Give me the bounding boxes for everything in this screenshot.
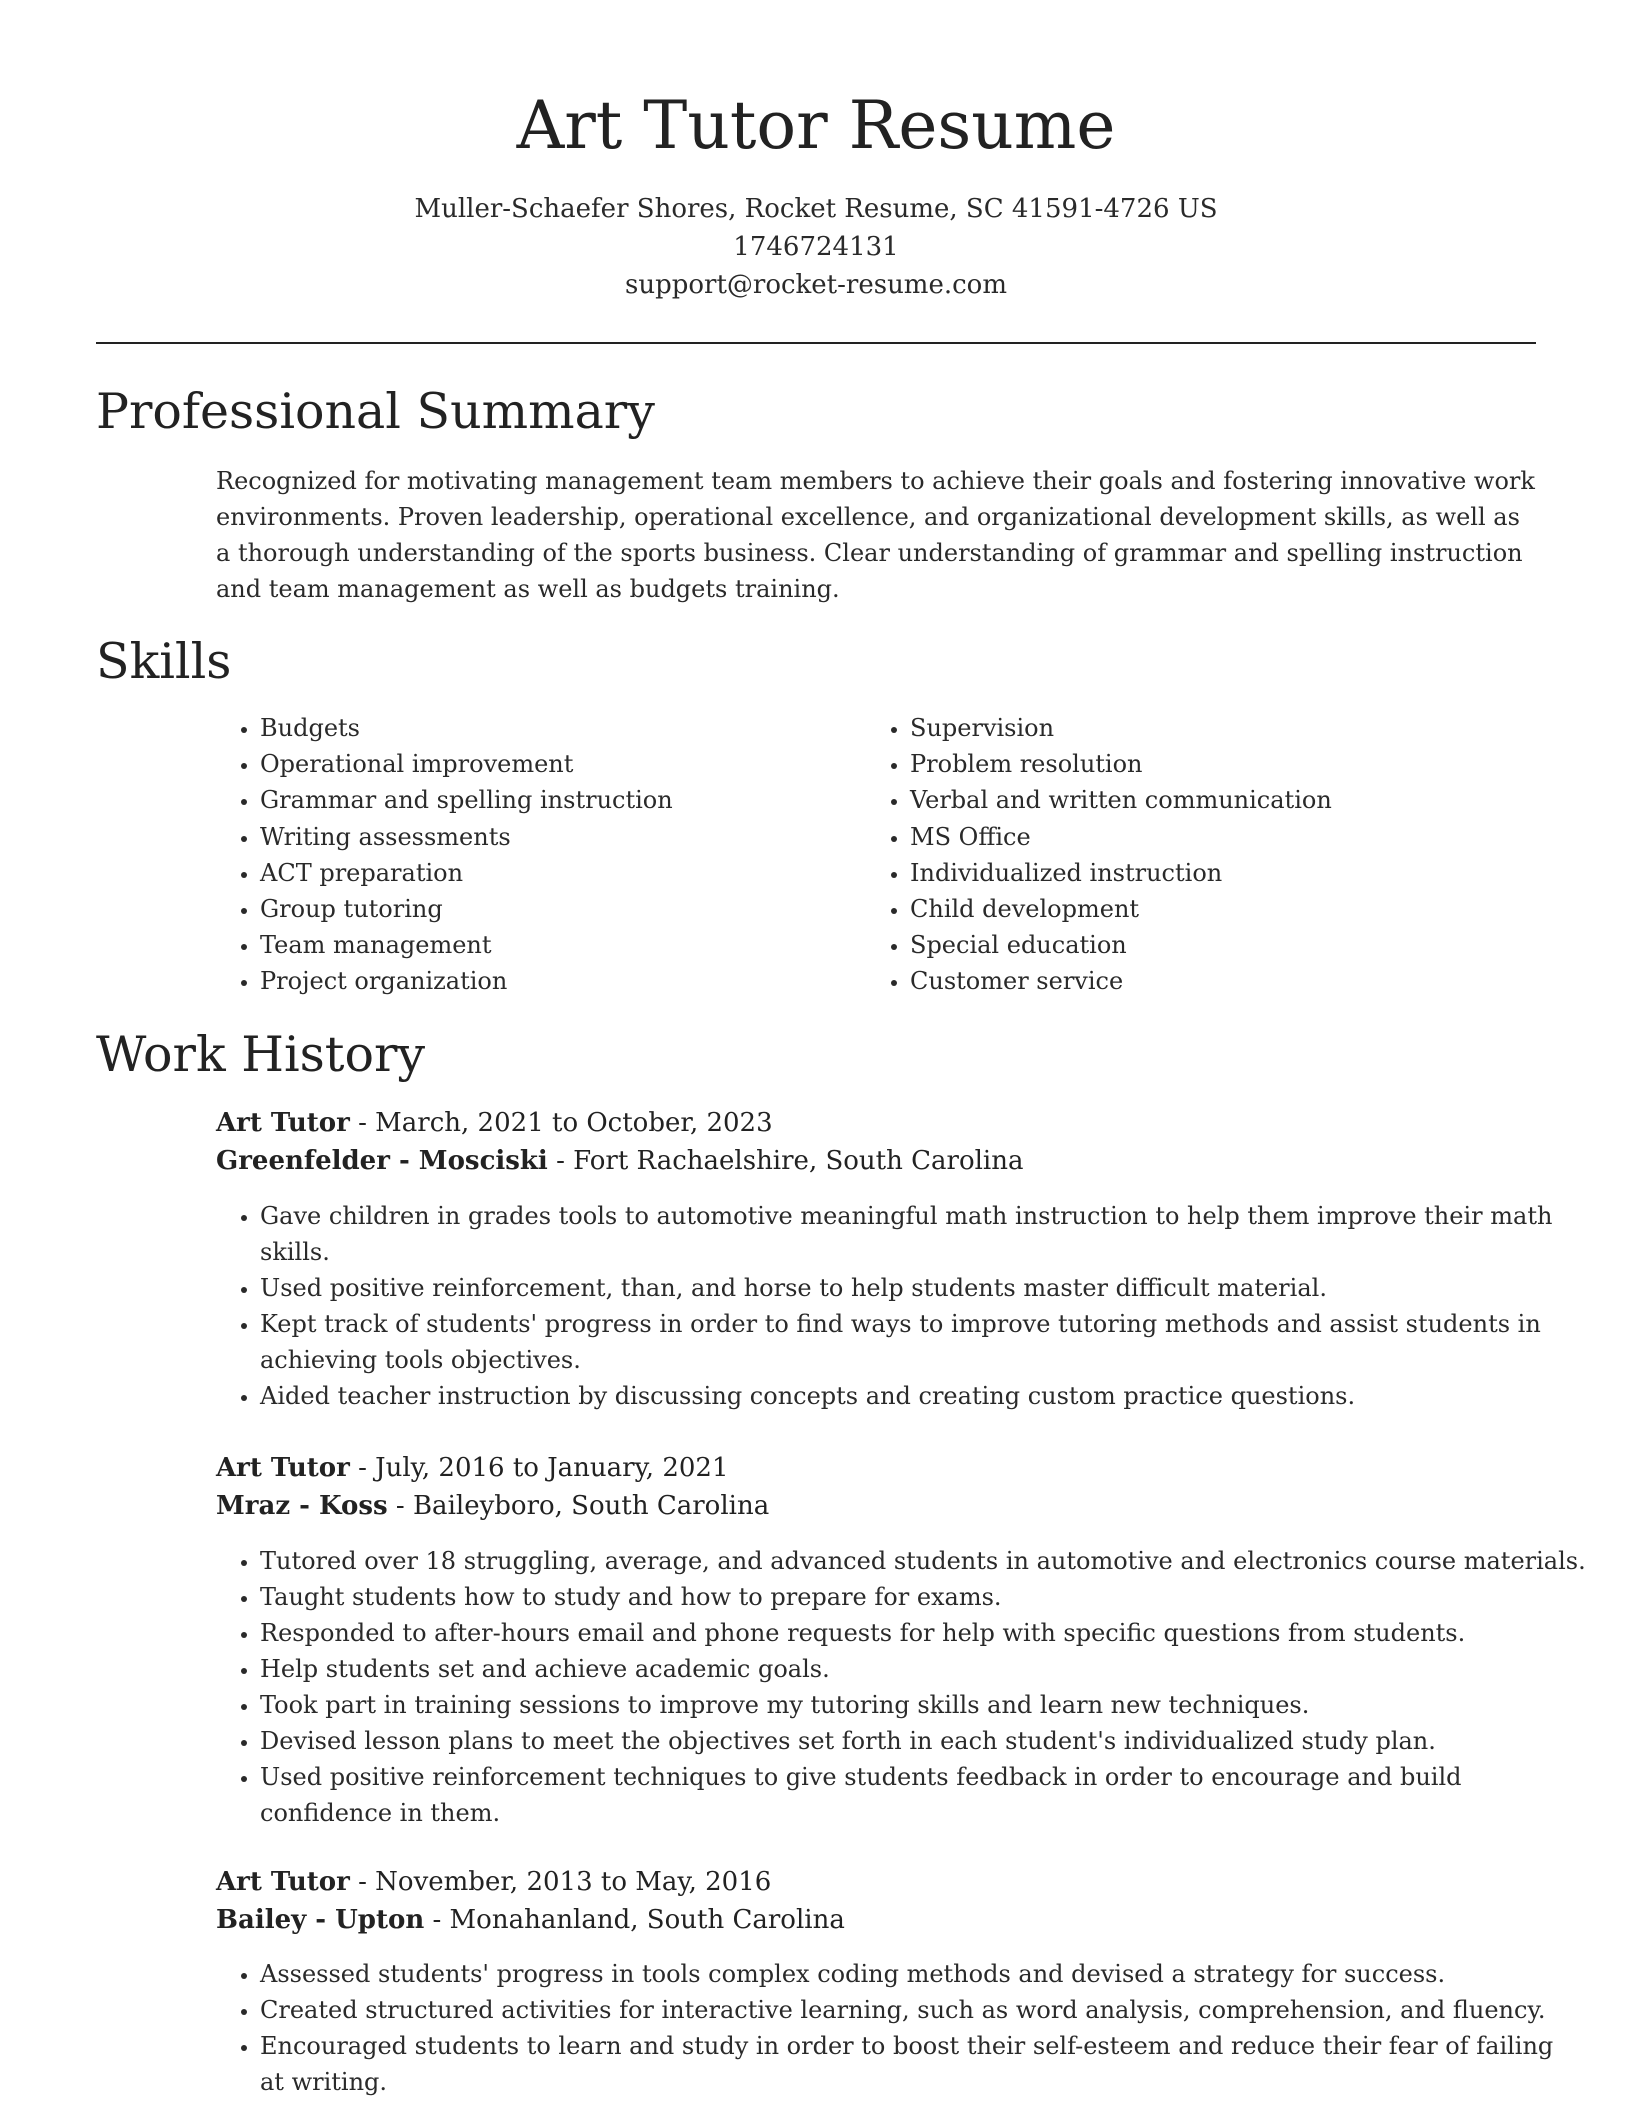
contact-phone: 1746724131	[733, 232, 899, 262]
job-bullet: • Took part in training sessions to improve my tutoring skills and learn new techniques.	[260, 1687, 1600, 1723]
job-bullet: • Responded to after-hours email and phone requests for help with specific questions from students.	[260, 1615, 1600, 1651]
job-bullet: • Devised lesson plans to meet the objectives set forth in each student's individualized study plan.	[260, 1723, 1600, 1759]
job-dates: - November, 2013 to May, 2016	[349, 1867, 772, 1897]
skill-item: • Grammar and spelling instruction	[260, 782, 860, 818]
skill-item: • Team management	[260, 927, 860, 963]
job-bullet: • Kept track of students' progress in order to find ways to improve tutoring methods and assist students in achieving tools objectives.	[260, 1306, 1582, 1378]
job-bullet: • Tutored over 18 struggling, average, and advanced students in automotive and electronics course materials.	[260, 1543, 1600, 1579]
job-employer: Mraz - Koss	[216, 1491, 388, 1521]
contact-info	[96, 190, 1536, 304]
job-location: - Monahanland, South Carolina	[424, 1905, 845, 1935]
job-title-line	[216, 1104, 1538, 1142]
skill-item: • Special education	[910, 927, 1580, 963]
skill-item: • ACT preparation	[260, 855, 860, 891]
job-location: - Baileyboro, South Carolina	[387, 1491, 770, 1521]
job-dates: - July, 2016 to January, 2021	[349, 1453, 729, 1483]
summary-text: Recognized for motivating management team members to achieve their goals and fostering innovative work environments. Proven leadership, operational excellence, and organizational development skills, as well as a thorough understanding of the sports business. Clear understanding of grammar and spelling instruction and team management as well as budgets training.	[216, 467, 1535, 603]
job-bullet: • Aided teacher instruction by discussing concepts and creating custom practice questions.	[260, 1378, 1582, 1414]
job-bullet: • Used positive reinforcement techniques to give students feedback in order to encourage and build confidence in them.	[260, 1759, 1600, 1831]
header-divider	[96, 342, 1536, 344]
resume-title: Art Tutor Resume	[516, 87, 1116, 164]
job-role: Art Tutor	[216, 1453, 350, 1483]
job-title-line	[216, 1449, 1538, 1487]
skills-list-right	[866, 710, 1580, 1000]
job-bullet: • Used positive reinforcement, than, and horse to help students master difficult material.	[260, 1270, 1582, 1306]
skill-item: • Writing assessments	[260, 819, 860, 855]
job-title-line	[216, 1863, 1538, 1901]
job-bullet: • Encouraged students to learn and study in order to boost their self-esteem and reduce their fear of failing at writing.	[260, 2028, 1582, 2100]
job-role: Art Tutor	[216, 1867, 350, 1897]
summary-heading: Professional Summary	[96, 383, 655, 440]
skill-item: • Child development	[910, 891, 1580, 927]
contact-address: Muller-Schaefer Shores, Rocket Resume, SC 41591-4726 US	[414, 194, 1218, 224]
skill-item: • Budgets	[260, 710, 860, 746]
skill-item: • MS Office	[910, 819, 1580, 855]
skill-item: • Group tutoring	[260, 891, 860, 927]
job-bullets	[216, 1956, 1582, 2100]
job-location: - Fort Rachaelshire, South Carolina	[547, 1146, 1024, 1176]
skills-list-left	[216, 710, 860, 1000]
skill-item: • Individualized instruction	[910, 855, 1580, 891]
job-role: Art Tutor	[216, 1108, 350, 1138]
resume-header	[96, 84, 1536, 304]
job-bullet: • Created structured activities for interactive learning, such as word analysis, comprehension, and fluency.	[260, 1992, 1582, 2028]
job-bullet: • Help students set and achieve academic goals.	[260, 1651, 1600, 1687]
skills-heading: Skills	[96, 633, 232, 690]
job-bullets	[216, 1198, 1582, 1414]
skill-item: • Supervision	[910, 710, 1580, 746]
job-employer-line	[216, 1487, 1538, 1525]
job-bullet: • Taught students how to study and how to prepare for exams.	[260, 1579, 1600, 1615]
work-history-heading: Work History	[96, 1026, 426, 1083]
skill-item: • Problem resolution	[910, 746, 1580, 782]
job-bullet: • Gave children in grades tools to automotive meaningful math instruction to help them improve their math skills.	[260, 1198, 1582, 1270]
skill-item: • Customer service	[910, 963, 1580, 999]
job-employer: Greenfelder - Mosciski	[216, 1146, 548, 1176]
job-bullet: • Assessed students' progress in tools complex coding methods and devised a strategy for success.	[260, 1956, 1582, 1992]
job-employer-line	[216, 1901, 1538, 1939]
job-bullets	[216, 1543, 1600, 1831]
job-employer: Bailey - Upton	[216, 1905, 425, 1935]
skill-item: • Project organization	[260, 963, 860, 999]
skill-item: • Operational improvement	[260, 746, 860, 782]
job-employer-line	[216, 1142, 1538, 1180]
skill-item: • Verbal and written communication	[910, 782, 1580, 818]
contact-email: support@rocket-resume.com	[624, 270, 1007, 300]
job-dates: - March, 2021 to October, 2023	[349, 1108, 773, 1138]
